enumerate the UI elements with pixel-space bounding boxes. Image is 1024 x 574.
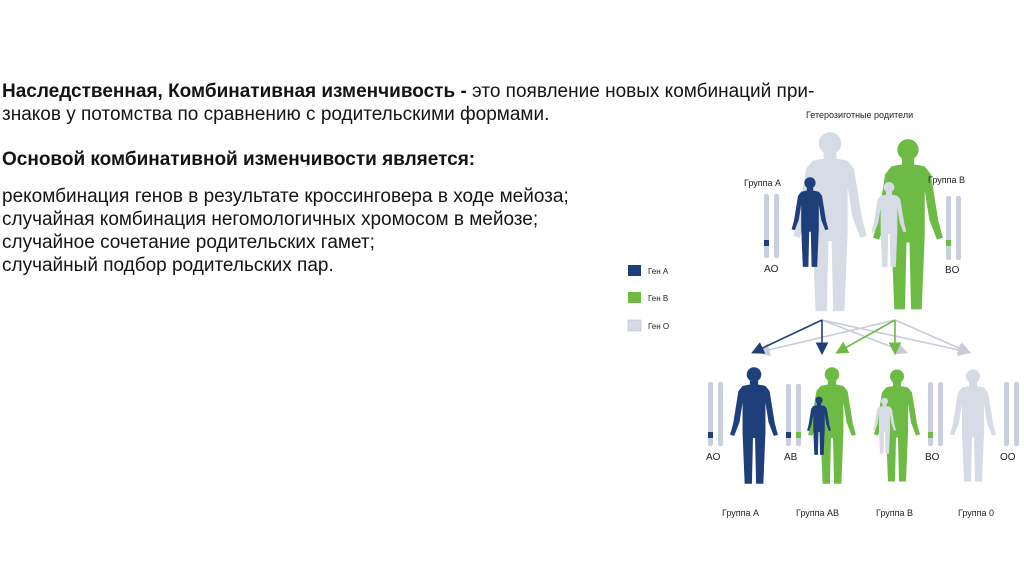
- legend-label-o: Ген O: [648, 322, 670, 331]
- diagram-title: Гетерозиготные родители: [806, 110, 914, 120]
- parent-a-genotype: AO: [764, 264, 779, 275]
- child-b-group: Группа B: [876, 508, 914, 518]
- list-item: рекомбинация генов в результате кроссинговера в ходе мейоза;: [2, 186, 569, 207]
- child-o-group: Группа 0: [958, 508, 995, 518]
- child-b-figure: [873, 370, 920, 482]
- definition-line-2: знаков у потомства по сравнению с родительскими формами.: [2, 104, 550, 125]
- inheritance-arrows: [754, 320, 968, 352]
- child-ab-figure: [807, 367, 856, 483]
- parent-a-figure: [792, 132, 867, 311]
- legend-label-a: Ген A: [648, 267, 669, 276]
- inheritance-diagram: [600, 100, 1020, 530]
- definition-text-1: это появление новых комбинаций при-: [466, 81, 815, 102]
- parent-b-genotype: BO: [945, 265, 960, 276]
- legend-swatch-a: [628, 265, 641, 276]
- child-ab-genotype: AB: [784, 452, 798, 463]
- basis-heading: Основой комбинативной изменчивости является:: [2, 149, 476, 170]
- parent-b-group: Группа B: [928, 175, 966, 185]
- parent-a-group: Группа A: [744, 178, 782, 188]
- legend: [628, 265, 669, 331]
- child-a-genotype: AO: [706, 452, 721, 463]
- parent-b-figure: [872, 139, 943, 309]
- definition-term: Наследственная, Комбинативная изменчивость -: [2, 81, 467, 102]
- legend-swatch-o: [628, 320, 641, 331]
- list-item: случайная комбинация негомологичных хромосом в мейозе;: [2, 209, 539, 230]
- legend-swatch-b: [628, 292, 641, 303]
- list-item: случайное сочетание родительских гамет;: [2, 232, 375, 253]
- child-ab-group: Группа AB: [796, 508, 840, 518]
- list-item: случайный подбор родительских пар.: [2, 255, 334, 276]
- child-a-figure: [730, 367, 778, 483]
- child-o-figure: [950, 370, 996, 482]
- child-a-group: Группа A: [722, 508, 760, 518]
- parent-b-chromosomes: [946, 196, 961, 260]
- child-b-genotype: BO: [925, 452, 940, 463]
- legend-label-b: Ген B: [648, 294, 669, 303]
- child-o-genotype: OO: [1000, 452, 1016, 463]
- parent-a-chromosomes: [764, 194, 779, 258]
